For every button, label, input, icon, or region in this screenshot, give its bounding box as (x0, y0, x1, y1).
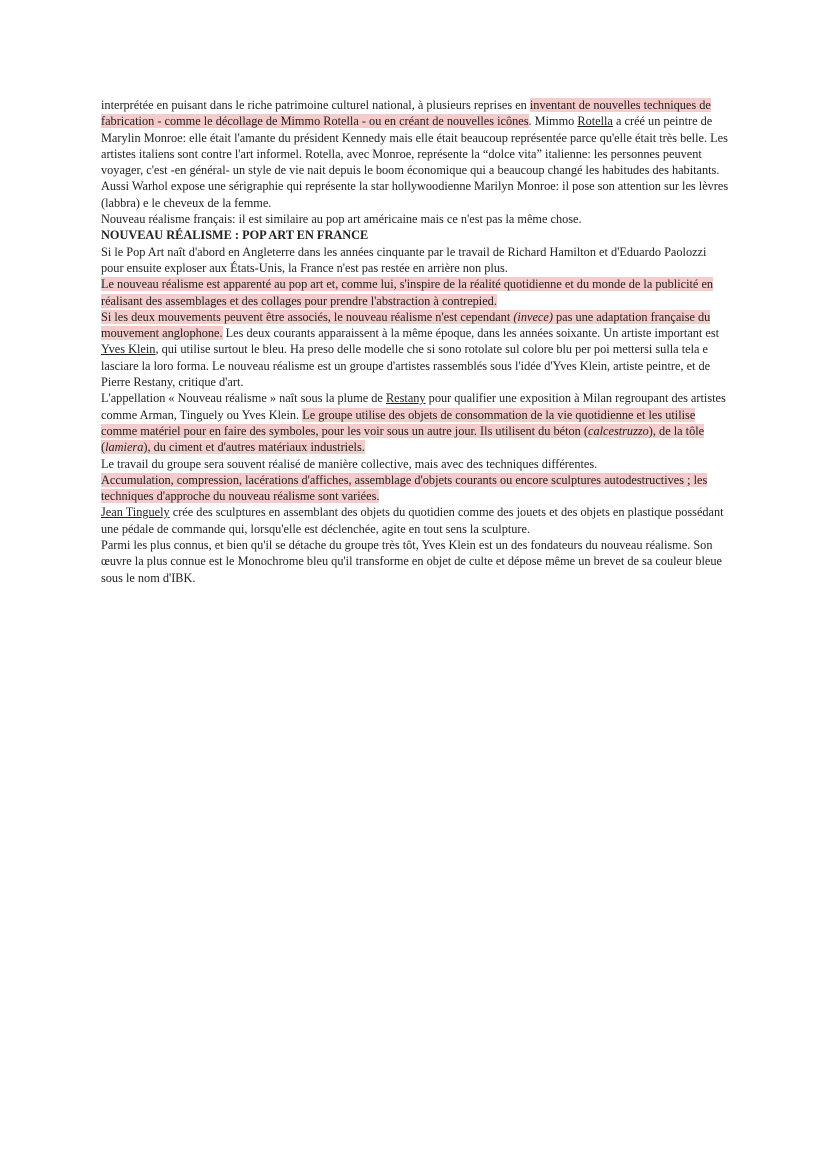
text-segment: Si le Pop Art naît d'abord en Angleterre dans les années cinquante par le travail de Richard Hamilton et d'Eduardo Paolozzi pour ensuite exploser aux États-Unis, la France n'est pas restée en arrière non plus. (101, 244, 707, 275)
text-segment: a créé un peintre de Marylin Monroe: elle était l'amante du président Kennedy mais elle était beaucoup représentée parce qu'elle était très belle. Les artistes italiens sont contre l'art informel. Rotella, avec Monroe, représente la “dolce vita” italienne: les personnes peuvent voyager, c'est -en général- un style de vie nait depuis le boom économique qui a beaucoup changé les habitudes des habitants. Aussi Warhol expose une sérigraphie qui représente la star hollywoodienne Marilyn Monroe: il pose son attention sur les lèvres (labbra) e le cheveux de la femme. (101, 114, 729, 210)
highlighted-text: Le groupe utilise des objets de consommation de la vie quotidienne et les utilise comme matériel pour en faire des symboles, pour les voir sous un autre jour. Ils utilisent du béton ( (101, 407, 696, 438)
text-segment: Parmi les plus connus, et bien qu'il se détache du groupe très tôt, Yves Klein est un des fondateurs du nouveau réalisme. Son œuvre la plus connue est le Monochrome bleu qu'il transforme en objet de culte et dépose même un brevet de sa couleur bleue sous le nom d'IBK. (101, 538, 722, 585)
highlighted-text: calcestruzzo (588, 423, 649, 438)
text-segment: interprétée en puisant dans le riche patrimoine culturel national, à plusieurs reprises en (101, 98, 530, 112)
underlined-name: Yves Klein (101, 342, 156, 357)
highlighted-text: Le nouveau réalisme est apparenté au pop art et, comme lui, s'inspire de la réalité quotidienne et du monde de la publicité en réalisant des assemblages et des collages pour prendre l'abstraction à contrepied. (101, 277, 714, 308)
highlighted-text: Si les deux mouvements peuvent être associés, le nouveau réalisme n'est cependant (101, 309, 514, 324)
highlighted-text: pas une adaptation française du mouvement anglophone. (101, 309, 711, 341)
text-segment: crée des sculptures en assemblant des objets du quotidien comme des jouets et des objets en plastique possédant une pédale de commande qui, lorsqu'elle est déclenchée, agite en tout sens la sculpture. (101, 505, 724, 536)
text-segment: , qui utilise surtout le bleu. Ha preso delle modelle che si sono rotolate sul colore blu per poi mettersi sulla tela e lasciare la loro forma. Le nouveau réalisme est un groupe d'artistes rassemblés sous l'idée d'Yves Klein, artiste peintre, et de Pierre Restany, critique d'art. (101, 342, 711, 390)
section-heading (101, 227, 729, 243)
highlighted-text: (invece) (513, 309, 553, 324)
text-segment: Les deux courants apparaissent à la même époque, dans les années soixante. Un artiste important est (222, 326, 720, 341)
highlighted-text: ), du ciment et d'autres matériaux industriels. (143, 440, 365, 455)
text-segment: pour qualifier une exposition à Milan regroupant des artistes comme Arman, Tinguely ou Yves Klein. (101, 391, 726, 422)
highlighted-text: lamiera (105, 440, 144, 455)
underlined-name: Jean Tinguely (101, 505, 170, 520)
paragraph (101, 244, 729, 277)
underlined-name: Restany (385, 391, 426, 406)
paragraph (101, 276, 729, 309)
paragraph (101, 390, 729, 455)
paragraph (101, 504, 729, 537)
paragraph (101, 211, 729, 227)
text-segment: NOUVEAU RÉALISME : POP ART EN FRANCE (101, 228, 369, 243)
text-segment: Nouveau réalisme français: il est similaire au pop art américaine mais ce n'est pas la même chose. (101, 212, 582, 227)
document-body (101, 97, 729, 586)
paragraph (101, 537, 729, 586)
paragraph (101, 456, 729, 472)
highlighted-text: inventant de nouvelles techniques de fabrication - comme le décollage de Mimmo Rotella - ou en créant de nouvelles icônes (101, 98, 711, 129)
underlined-name: Rotella (577, 114, 613, 129)
text-segment: . Mimmo (528, 114, 578, 129)
highlighted-text: ), de la tôle ( (101, 423, 705, 455)
text-segment: L'appellation « Nouveau réalisme » naît sous la plume de (101, 391, 386, 406)
paragraph (101, 97, 729, 211)
text-segment: Le travail du groupe sera souvent réalisé de manière collective, mais avec des techniques différentes. (101, 456, 598, 471)
paragraph (101, 309, 729, 390)
paragraph (101, 472, 729, 505)
highlighted-text: Accumulation, compression, lacérations d'affiches, assemblage d'objets courants ou encore sculptures autodestructives ; les techniques d'approche du nouveau réalisme sont variées. (101, 472, 708, 504)
